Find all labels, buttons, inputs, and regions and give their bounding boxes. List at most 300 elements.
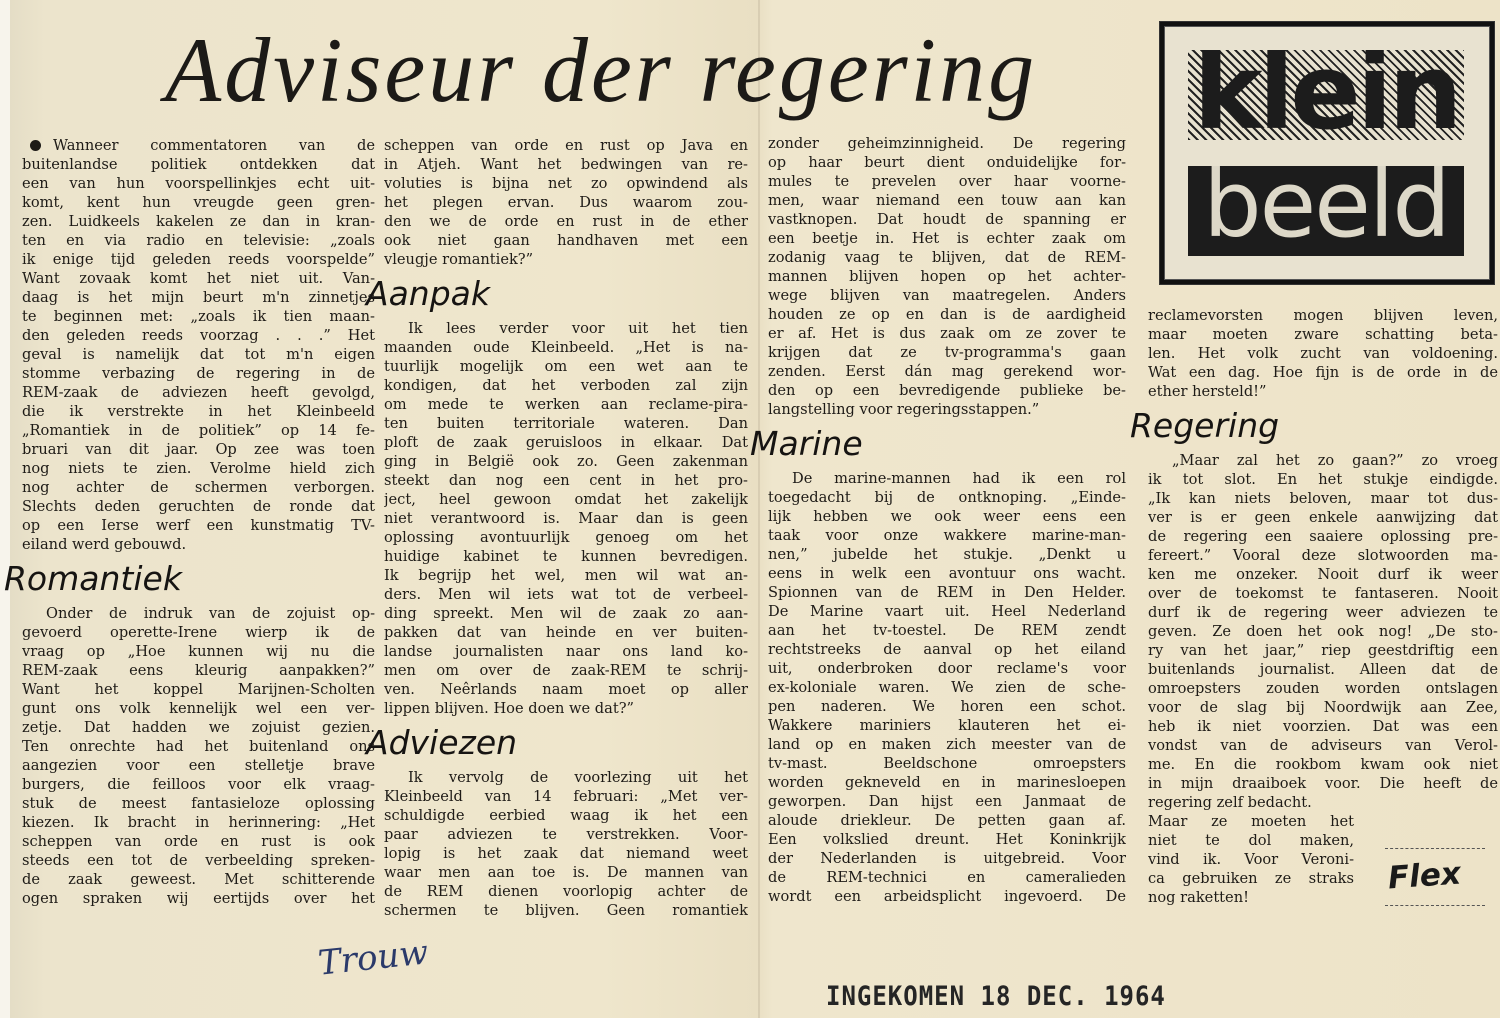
line-text: ook niet gaan handhaven met een (384, 232, 748, 249)
text-line (384, 509, 748, 528)
line-text: nen,” jubelde het stukje. „Denkt u (768, 546, 1126, 563)
line-text: Spionnen van de REM in Den Helder. (768, 584, 1126, 601)
line-text: eiland werd gebouwd. (22, 536, 187, 553)
text-line (384, 395, 748, 414)
line-text: nog achter de schermen verborgen. (22, 479, 375, 496)
line-text: heb ik niet voorzien. Dat was een (1148, 718, 1498, 735)
text-line (1148, 831, 1354, 850)
section-heading: Marine (750, 424, 863, 463)
line-text: toegedacht bij de ontknoping. „Einde- (768, 489, 1126, 506)
text-line (384, 566, 748, 585)
line-text: vind ik. Voor Veroni- (1148, 851, 1354, 868)
text-line (384, 193, 748, 212)
text-line (768, 545, 1126, 564)
text-line (384, 547, 748, 566)
logo-beeld: beeld (1188, 166, 1464, 256)
text-line (22, 535, 375, 554)
line-text: De Marine vaart uit. Heel Nederland (768, 603, 1126, 620)
text-line (1148, 603, 1498, 622)
line-text: men om over de zaak-REM te schrij- (384, 662, 748, 679)
text-line (22, 889, 375, 908)
line-text: Een volkslied dreunt. Het Koninkrijk (768, 831, 1126, 848)
handwritten-note: Trouw (316, 932, 431, 984)
line-text: Wanneer commentatoren van de (53, 137, 375, 154)
text-line (22, 661, 375, 680)
text-line (384, 433, 748, 452)
section-heading: Romantiek (4, 559, 182, 598)
line-text: aangezien voor een stelletje brave (22, 757, 375, 774)
line-text: Wat een dag. Hoe fijn is de orde in de (1148, 364, 1498, 381)
line-text: ject, heel gewoon omdat het zakelijk (384, 491, 748, 508)
text-line (384, 250, 748, 269)
text-line (768, 564, 1126, 583)
line-text: waar men aan toe is. De mannen van (384, 864, 748, 881)
line-text: De marine-mannen had ik een rol (792, 470, 1126, 487)
text-line (768, 400, 1126, 419)
text-line (22, 737, 375, 756)
text-line (768, 849, 1126, 868)
paragraph (1148, 306, 1498, 401)
text-line (384, 642, 748, 661)
text-line (768, 887, 1126, 906)
line-text: de REM dienen voorlopig achter de (384, 883, 748, 900)
text-line (768, 697, 1126, 716)
line-text: taak voor onze wakkere marine-man- (768, 527, 1126, 544)
line-text: tv-mast. Beeldschone omroepsters (768, 755, 1126, 772)
line-text: ry van het jaar,” riep geestdriftig een (1148, 642, 1498, 659)
text-line (768, 659, 1126, 678)
text-line (22, 174, 375, 193)
line-text: ogen spraken wij eertijds over het (22, 890, 375, 907)
text-line (22, 516, 375, 535)
text-line (1148, 736, 1498, 755)
line-text: Want het koppel Marijnen-Scholten (22, 681, 375, 698)
text-line (384, 414, 748, 433)
article-column (4, 136, 375, 908)
text-line (1148, 325, 1498, 344)
text-line (768, 267, 1126, 286)
text-line (22, 718, 375, 737)
text-line (1148, 344, 1498, 363)
text-line (384, 623, 748, 642)
line-text: een van hun voorspellinkjes echt uit- (22, 175, 375, 192)
line-text: paar adviezen te verstrekken. Voor- (384, 826, 748, 843)
line-text: in mijn draaiboek voor. Die heeft de (1148, 775, 1498, 792)
line-text: aloude driekleur. De petten gaan af. (768, 812, 1126, 829)
line-text: ken me onzeker. Nooit durf ik weer (1148, 566, 1498, 583)
line-text: Slechts deden geruchten de ronde dat (22, 498, 375, 515)
text-line (384, 661, 748, 680)
line-text: kondigen, dat het verboden zal zijn (384, 377, 748, 394)
line-text: komt, kent hun vreugde geen gren- (22, 194, 375, 211)
line-text: den we de orde en rust in de ether (384, 213, 748, 230)
text-line (22, 870, 375, 889)
text-line (768, 602, 1126, 621)
text-line (1148, 546, 1498, 565)
line-text: gunt ons volk kennelijk wel een ver- (22, 700, 375, 717)
text-line (768, 811, 1126, 830)
text-line (768, 735, 1126, 754)
paragraph (22, 136, 375, 554)
text-line (22, 136, 375, 155)
line-text: Kleinbeeld van 14 februari: „Met ver- (384, 788, 748, 805)
text-line (1148, 888, 1354, 907)
text-line (384, 338, 748, 357)
line-text: ding spreekt. Men wil de zaak zo aan- (384, 605, 748, 622)
text-line (22, 478, 375, 497)
text-line (22, 604, 375, 623)
text-line (1148, 660, 1498, 679)
line-text: omroepsters zouden worden ontslagen (1148, 680, 1498, 697)
text-line (384, 471, 748, 490)
line-text: scheppen van orde en rust op Java en (384, 137, 748, 154)
text-line (768, 248, 1126, 267)
line-text: wordt een arbeidsplicht ingevoerd. De (768, 888, 1126, 905)
line-text: geval is namelijk dat tot m'n eigen (22, 346, 375, 363)
line-text: niet te dol maken, (1148, 832, 1354, 849)
line-text: zen. Luidkeels kakelen ze dan in kran- (22, 213, 375, 230)
line-text: burgers, die feilloos voor elk vraag- (22, 776, 375, 793)
line-text: mannen blijven hopen op het achter- (768, 268, 1126, 285)
line-text: maanden oude Kleinbeeld. „Het is na- (384, 339, 748, 356)
text-line (22, 212, 375, 231)
text-line (22, 250, 375, 269)
text-line (384, 863, 748, 882)
text-line (384, 787, 748, 806)
line-text: den op een bevredigende publieke be- (768, 382, 1126, 399)
line-text: steekt dan nog een cent in het pro- (384, 472, 748, 489)
section-heading: Aanpak (366, 274, 490, 313)
line-text: regering zelf bedacht. (1148, 794, 1312, 811)
text-line (384, 901, 748, 920)
text-line (1148, 565, 1498, 584)
line-text: voor de slag bij Noordwijk aan Zee, (1148, 699, 1498, 716)
text-line (22, 832, 375, 851)
line-text: het plegen ervan. Dus waarom zou- (384, 194, 748, 211)
line-text: op haar beurt dient onduidelijke for- (768, 154, 1126, 171)
text-line (768, 229, 1126, 248)
text-line (22, 383, 375, 402)
line-text: ver is er geen enkele aanwijzing dat (1148, 509, 1498, 526)
line-text: schuldigde eerbied waag ik het een (384, 807, 748, 824)
text-line (768, 469, 1126, 488)
line-text: ik tot slot. En het stukje eindigde. (1148, 471, 1498, 488)
line-text: „Romantiek in de politiek” op 14 fe- (22, 422, 375, 439)
line-text: ether hersteld!” (1148, 383, 1267, 400)
line-text: me. En die rookbom kwam ook niet (1148, 756, 1498, 773)
text-line (22, 642, 375, 661)
text-line (22, 402, 375, 421)
text-line (22, 231, 375, 250)
text-line (22, 155, 375, 174)
line-text: eens in welk een avontuur ons wacht. (768, 565, 1126, 582)
text-line (22, 699, 375, 718)
line-text: ders. Men wil iets wat tot de verbeel- (384, 586, 748, 603)
text-line (768, 716, 1126, 735)
line-text: Maar ze moeten het (1148, 813, 1354, 830)
text-line (384, 357, 748, 376)
article-column (366, 136, 748, 920)
text-line (22, 364, 375, 383)
line-text: een beetje in. Het is echter zaak om (768, 230, 1126, 247)
signature-rule (1385, 848, 1485, 849)
line-text: Want zovaak komt het niet uit. Van- (22, 270, 375, 287)
paragraph (22, 604, 375, 908)
text-line (768, 792, 1126, 811)
text-line (768, 583, 1126, 602)
article-title: Adviseur der regering (165, 19, 1038, 121)
line-text: zodanig vaag te blijven, dat de REM- (768, 249, 1126, 266)
text-line (384, 155, 748, 174)
line-text: REM-zaak de adviezen heeft gevolgd, (22, 384, 375, 401)
line-text: Onder de indruk van de zojuist op- (46, 605, 375, 622)
paragraph (768, 134, 1126, 419)
line-text: land op en maken zich meester van de (768, 736, 1126, 753)
text-line (22, 813, 375, 832)
line-text: daag is het mijn beurt m'n zinnetjes (22, 289, 375, 306)
text-line (768, 305, 1126, 324)
line-text: men, waar niemand een touw aan kan (768, 192, 1126, 209)
text-line (768, 324, 1126, 343)
line-text: ten buiten territoriale wateren. Dan (384, 415, 748, 432)
text-line (768, 134, 1126, 153)
text-line (1148, 641, 1498, 660)
text-line (384, 699, 748, 718)
text-line (768, 526, 1126, 545)
line-text: oplossing avontuurlijk genoeg om het (384, 529, 748, 546)
line-text: wege blijven van maatregelen. Anders (768, 287, 1126, 304)
line-text: de REM-technici en cameralieden (768, 869, 1126, 886)
line-text: zenden. Eerst dán mag gerekend wor- (768, 363, 1126, 380)
line-text: op een Ierse werf een kunstmatig TV- (22, 517, 375, 534)
text-line (384, 231, 748, 250)
line-text: ca gebruiken ze straks (1148, 870, 1354, 887)
text-line (1148, 774, 1498, 793)
text-line (384, 882, 748, 901)
text-line (384, 604, 748, 623)
line-text: buitenlands journalist. Alleen dat de (1148, 661, 1498, 678)
text-line (1148, 793, 1498, 812)
paragraph (384, 768, 748, 920)
text-line (1148, 527, 1498, 546)
text-line (1148, 698, 1498, 717)
text-line (768, 362, 1126, 381)
line-text: ik enige tijd geleden reeds voorspelde” (22, 251, 375, 268)
text-line (384, 490, 748, 509)
text-line (22, 307, 375, 326)
text-line (768, 172, 1126, 191)
line-text: om mede te werken aan reclame-pira- (384, 396, 748, 413)
paragraph (384, 136, 748, 269)
line-text: mules te prevelen over haar voorne- (768, 173, 1126, 190)
line-text: lijk hebben we ook weer eens een (768, 508, 1126, 525)
line-text: gevoerd operette-Irene wierp ik de (22, 624, 375, 641)
line-text: de zaak geweest. Met schitterende (22, 871, 375, 888)
text-line (384, 680, 748, 699)
text-line (1148, 584, 1498, 603)
line-text: Ik begrijp het wel, men wil wat an- (384, 567, 748, 584)
text-line (384, 768, 748, 787)
line-text: fereert.” Vooral deze slotwoorden ma- (1148, 547, 1498, 564)
text-line (22, 421, 375, 440)
fold-line (758, 0, 760, 1018)
text-line (22, 326, 375, 345)
line-text: REM-zaak eens kleurig aanpakken?” (22, 662, 375, 679)
text-line (22, 345, 375, 364)
text-line (768, 640, 1126, 659)
line-text: uit, onderbroken door reclame's voor (768, 660, 1126, 677)
text-line (1148, 850, 1354, 869)
line-text: Ik lees verder voor uit het tien (408, 320, 748, 337)
line-text: steeds een tot de verbeelding spreken- (22, 852, 375, 869)
article-column (750, 134, 1126, 906)
line-text: „Ik kan niets beloven, maar tot dus- (1148, 490, 1498, 507)
bullet-icon (30, 140, 41, 151)
line-text: kiezen. Ik bracht in herinnering: „Het (22, 814, 375, 831)
line-text: vraag op „Hoe kunnen wij nu die (22, 643, 375, 660)
line-text: schermen te blijven. Geen romantiek (384, 902, 748, 919)
line-text: ven. Neêrlands naam moet op aller (384, 681, 748, 698)
logo-klein: klein (1188, 50, 1464, 140)
line-text: pen naderen. We horen een schot. (768, 698, 1126, 715)
line-text: tuurlijk mogelijk om een wet aan te (384, 358, 748, 375)
text-line (768, 830, 1126, 849)
line-text: stomme verbazing de regering in de (22, 365, 375, 382)
line-text: die ik verstrekte in het Kleinbeeld (22, 403, 375, 420)
paragraph (384, 319, 748, 718)
line-text: aan het tv-toestel. De REM zendt (768, 622, 1126, 639)
line-text: reclamevorsten mogen blijven leven, (1148, 307, 1498, 324)
line-text: geven. Ze doen het ook nog! „De sto- (1148, 623, 1498, 640)
line-text: landse journalisten naar ons land ko- (384, 643, 748, 660)
text-line (768, 621, 1126, 640)
text-line (22, 775, 375, 794)
text-line (22, 756, 375, 775)
line-text: rechtstreeks de aanval op het eiland (768, 641, 1126, 658)
line-text: „Maar zal het zo gaan?” zo vroeg (1172, 452, 1498, 469)
text-line (768, 773, 1126, 792)
text-line (22, 440, 375, 459)
line-text: niet verantwoord is. Maar dan is geen (384, 510, 748, 527)
text-line (768, 868, 1126, 887)
line-text: geworpen. Dan hijst een Janmaat de (768, 793, 1126, 810)
paragraph (1148, 451, 1498, 812)
paragraph (768, 469, 1126, 906)
line-text: vastknopen. Dat houdt de spanning er (768, 211, 1126, 228)
text-line (22, 269, 375, 288)
text-line (768, 286, 1126, 305)
line-text: ex-koloniale waren. We zien de sche- (768, 679, 1126, 696)
text-line (768, 507, 1126, 526)
line-text: len. Het volk zucht van voldoening. (1148, 345, 1498, 362)
line-text: ploft de zaak geruisloos in elkaar. Dat (384, 434, 748, 451)
line-text: te beginnen met: „zoals ik tien maan- (22, 308, 375, 325)
text-line (1148, 489, 1498, 508)
text-line (384, 844, 748, 863)
text-line (22, 497, 375, 516)
article-column (1130, 306, 1498, 907)
paper-edge (0, 0, 10, 1018)
text-line (384, 452, 748, 471)
text-line (768, 678, 1126, 697)
text-line (1148, 622, 1498, 641)
text-line (1148, 755, 1498, 774)
line-text: Ik vervolg de voorlezing uit het (408, 769, 748, 786)
line-text: zetje. Dat hadden we zojuist gezien. (22, 719, 375, 736)
section-heading: Adviezen (366, 723, 518, 762)
line-text: durf ik de regering weer adviezen te (1148, 604, 1498, 621)
line-text: nog niets te zien. Verolme hield zich (22, 460, 375, 477)
line-text: voluties is bijna net zo opwindend als (384, 175, 748, 192)
text-line (768, 381, 1126, 400)
author-signature: Flex (1386, 855, 1462, 897)
line-text: nog raketten! (1148, 889, 1249, 906)
line-text: in Atjeh. Want het bedwingen van re- (384, 156, 748, 173)
text-line (1148, 451, 1498, 470)
text-line (1148, 363, 1498, 382)
text-line (768, 210, 1126, 229)
text-line (22, 851, 375, 870)
text-line (1148, 470, 1498, 489)
text-line (22, 794, 375, 813)
text-line (22, 459, 375, 478)
line-text: houden ze op en dan is de aardigheid (768, 306, 1126, 323)
text-line (1148, 508, 1498, 527)
line-text: pakken dat van heinde en ver buiten- (384, 624, 748, 641)
line-text: der Nederlanden is uitgebreid. Voor (768, 850, 1126, 867)
text-line (768, 343, 1126, 362)
line-text: worden gekneveld en in marinesloepen (768, 774, 1126, 791)
line-text: stuk de meest fantasieloze oplossing (22, 795, 375, 812)
text-line (384, 806, 748, 825)
line-text: bruari van dit jaar. Op zee was toen (22, 441, 375, 458)
text-line (384, 212, 748, 231)
line-text: krijgen dat ze tv-programma's gaan (768, 344, 1126, 361)
text-line (384, 319, 748, 338)
text-line (1148, 306, 1498, 325)
text-line (768, 488, 1126, 507)
line-text: over de toekomst te fantaseren. Nooit (1148, 585, 1498, 602)
line-text: Ten onrechte had het buitenland ons (22, 738, 375, 755)
line-text: zonder geheimzinnigheid. De regering (768, 135, 1126, 152)
text-line (22, 288, 375, 307)
text-line (1148, 717, 1498, 736)
text-line (384, 585, 748, 604)
line-text: vondst van de adviseurs van Verol- (1148, 737, 1498, 754)
text-line (384, 174, 748, 193)
line-text: langstelling voor regeringsstappen.” (768, 401, 1040, 418)
line-text: ging in België ook zo. Geen zakenman (384, 453, 748, 470)
text-line (1148, 679, 1498, 698)
line-text: vleugje romantiek?” (384, 251, 534, 268)
line-text: lippen blijven. Hoe doen we dat?” (384, 700, 635, 717)
signature-rule (1385, 905, 1485, 906)
kleinbeeld-logo (1160, 22, 1494, 284)
line-text: Wakkere mariniers klauteren het ei- (768, 717, 1126, 734)
line-text: ten en via radio en televisie: „zoals (22, 232, 375, 249)
text-line (22, 680, 375, 699)
line-text: lopig is het zaak dat niemand weet (384, 845, 748, 862)
text-line (768, 191, 1126, 210)
text-line (384, 376, 748, 395)
line-text: buitenlandse politiek ontdekken dat (22, 156, 375, 173)
line-text: maar moeten zware schatting beta- (1148, 326, 1498, 343)
received-stamp: INGEKOMEN 18 DEC. 1964 (826, 980, 1166, 1012)
text-line (1148, 812, 1354, 831)
text-line (768, 153, 1126, 172)
line-text: den geleden reeds voorzag . . .” Het (22, 327, 375, 344)
line-text: huidige kabinet te kunnen bevredigen. (384, 548, 748, 565)
